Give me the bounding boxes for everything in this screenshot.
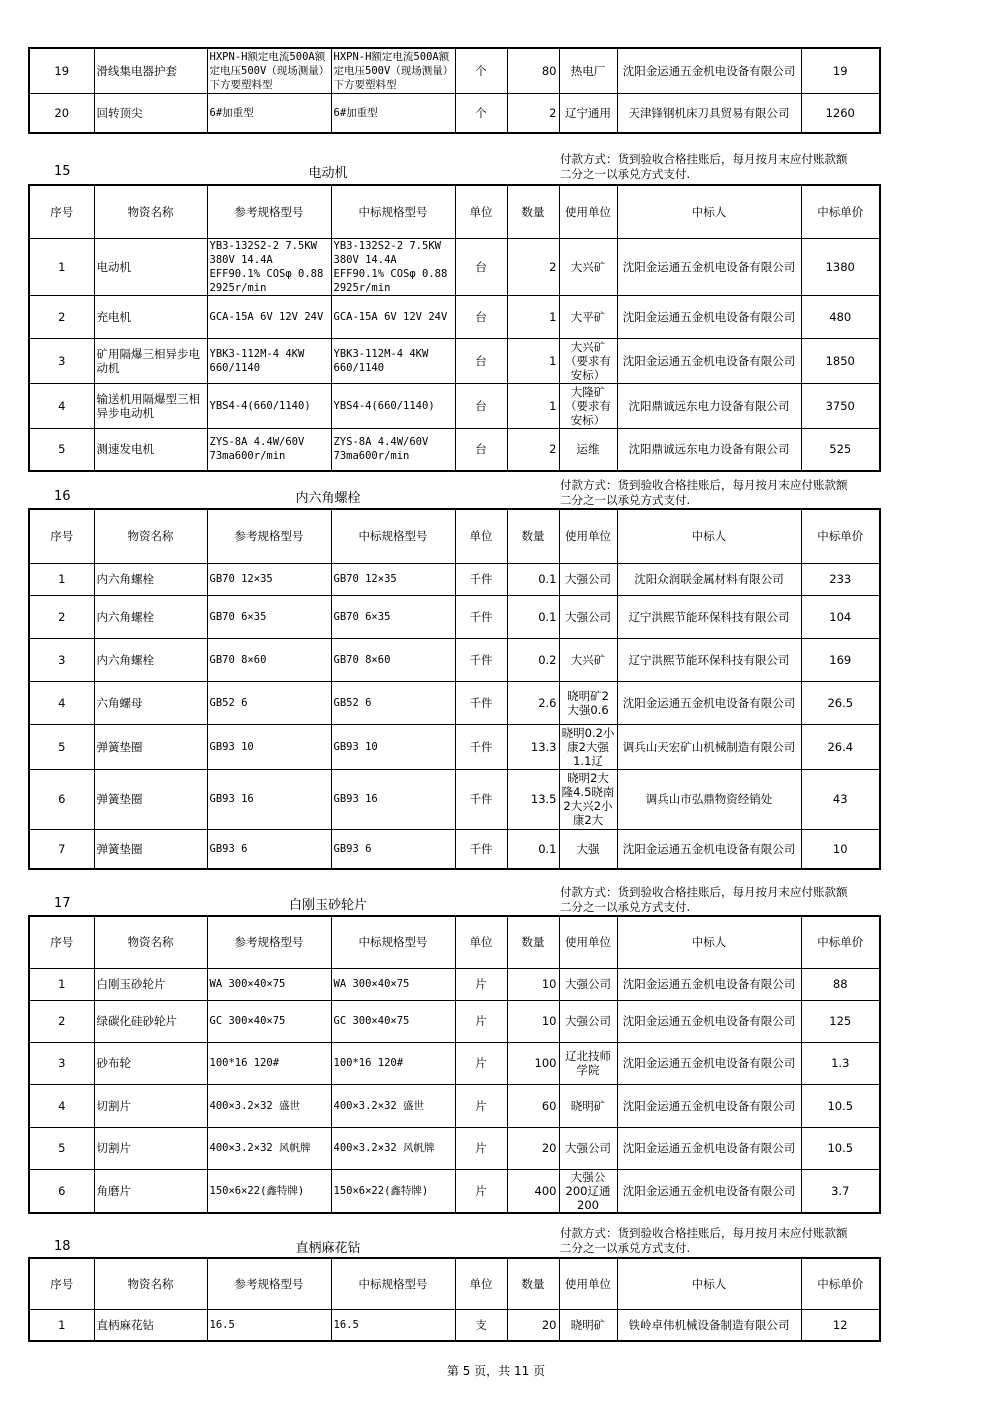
continued-table bbox=[28, 47, 881, 134]
unit-price: 525 bbox=[801, 428, 880, 471]
payment-terms-line1: 付款方式：货到验收合格挂账后，每月按月末应付账款额 bbox=[560, 478, 848, 492]
quantity: 10 bbox=[507, 968, 559, 1000]
using-unit: 辽宁通用 bbox=[559, 93, 617, 133]
column-header-user: 使用单位 bbox=[559, 509, 617, 563]
material-name: 弹簧垫圈 bbox=[94, 769, 207, 829]
column-header-spec: 中标规格型号 bbox=[331, 185, 455, 238]
row-number: 2 bbox=[29, 595, 94, 638]
winning-spec: GB93 6 bbox=[331, 829, 455, 869]
table-row bbox=[29, 1084, 880, 1127]
payment-terms-line2: 二分之一以承兑方式支付. bbox=[560, 1241, 691, 1255]
material-name: 充电机 bbox=[94, 295, 207, 338]
unit: 千件 bbox=[455, 638, 507, 681]
unit-price: 125 bbox=[801, 1000, 880, 1042]
reference-spec: YB3-132S2-2 7.5KW 380V 14.4A EFF90.1% COSφ 0.88 2925r/min bbox=[207, 238, 331, 295]
row-number: 6 bbox=[29, 1169, 94, 1213]
quantity: 60 bbox=[507, 1084, 559, 1127]
winning-spec: GB70 12×35 bbox=[331, 563, 455, 595]
table-row bbox=[29, 383, 880, 428]
unit: 片 bbox=[455, 1169, 507, 1213]
quantity: 0.2 bbox=[507, 638, 559, 681]
row-number: 4 bbox=[29, 681, 94, 724]
unit: 千件 bbox=[455, 563, 507, 595]
material-name: 内六角螺栓 bbox=[94, 638, 207, 681]
row-number: 1 bbox=[29, 968, 94, 1000]
unit-price: 43 bbox=[801, 769, 880, 829]
material-name: 砂布轮 bbox=[94, 1042, 207, 1084]
table-row bbox=[29, 1000, 880, 1042]
table-row bbox=[29, 1127, 880, 1169]
payment-terms-line2: 二分之一以承兑方式支付. bbox=[560, 493, 691, 507]
using-unit: 晓明0.2小康2大强1.1辽 bbox=[559, 724, 617, 769]
unit-price: 1850 bbox=[801, 338, 880, 383]
winning-bidder: 调兵山天宏矿山机械制造有限公司 bbox=[617, 724, 801, 769]
unit-price: 169 bbox=[801, 638, 880, 681]
winning-spec: WA 300×40×75 bbox=[331, 968, 455, 1000]
quantity: 1 bbox=[507, 338, 559, 383]
column-header-name: 物资名称 bbox=[94, 509, 207, 563]
unit-price: 233 bbox=[801, 563, 880, 595]
unit: 片 bbox=[455, 1042, 507, 1084]
column-header-unit: 单位 bbox=[455, 1258, 507, 1309]
column-header-unit: 单位 bbox=[455, 509, 507, 563]
unit-price: 26.5 bbox=[801, 681, 880, 724]
winning-spec: GB93 16 bbox=[331, 769, 455, 829]
using-unit: 晓明2大隆4.5晓南2大兴2小康2大 bbox=[559, 769, 617, 829]
table-row bbox=[29, 93, 880, 133]
column-header-qty: 数量 bbox=[507, 509, 559, 563]
unit-price: 104 bbox=[801, 595, 880, 638]
table-row bbox=[29, 1169, 880, 1213]
quantity: 80 bbox=[507, 48, 559, 93]
winning-bidder: 铁岭卓伟机械设备制造有限公司 bbox=[617, 1309, 801, 1341]
row-number: 5 bbox=[29, 1127, 94, 1169]
unit-price: 3.7 bbox=[801, 1169, 880, 1213]
reference-spec: 16.5 bbox=[207, 1309, 331, 1341]
using-unit: 大兴矿 bbox=[559, 238, 617, 295]
material-name: 滑线集电器护套 bbox=[94, 48, 207, 93]
column-header-user: 使用单位 bbox=[559, 916, 617, 968]
quantity: 20 bbox=[507, 1127, 559, 1169]
reference-spec: 6#加重型 bbox=[207, 93, 331, 133]
using-unit: 晓明矿 bbox=[559, 1309, 617, 1341]
reference-spec: GB93 10 bbox=[207, 724, 331, 769]
winning-spec: ZYS-8A 4.4W/60V 73ma600r/min bbox=[331, 428, 455, 471]
material-name: 白刚玉砂轮片 bbox=[94, 968, 207, 1000]
unit: 片 bbox=[455, 1000, 507, 1042]
reference-spec: GC 300×40×75 bbox=[207, 1000, 331, 1042]
using-unit: 晓明矿 bbox=[559, 1084, 617, 1127]
winning-bidder: 沈阳金运通五金机电设备有限公司 bbox=[617, 1042, 801, 1084]
quantity: 400 bbox=[507, 1169, 559, 1213]
quantity: 2 bbox=[507, 428, 559, 471]
material-name: 内六角螺栓 bbox=[94, 595, 207, 638]
unit: 台 bbox=[455, 428, 507, 471]
table-row bbox=[29, 724, 880, 769]
column-header-price: 中标单价 bbox=[801, 1258, 880, 1309]
winning-spec: YB3-132S2-2 7.5KW 380V 14.4A EFF90.1% COSφ 0.88 2925r/min bbox=[331, 238, 455, 295]
column-header-spec: 中标规格型号 bbox=[331, 916, 455, 968]
row-number: 3 bbox=[29, 1042, 94, 1084]
column-header-spec: 中标规格型号 bbox=[331, 1258, 455, 1309]
table-row bbox=[29, 681, 880, 724]
row-number: 2 bbox=[29, 295, 94, 338]
unit: 片 bbox=[455, 1127, 507, 1169]
winning-bidder: 沈阳金运通五金机电设备有限公司 bbox=[617, 1000, 801, 1042]
winning-spec: GCA-15A 6V 12V 24V bbox=[331, 295, 455, 338]
winning-bidder: 沈阳金运通五金机电设备有限公司 bbox=[617, 338, 801, 383]
reference-spec: HXPN-H额定电流500A额定电压500V（现场测量）下方要塑料型 bbox=[207, 48, 331, 93]
winning-spec: GB52 6 bbox=[331, 681, 455, 724]
column-header-qty: 数量 bbox=[507, 185, 559, 238]
section-heading bbox=[28, 160, 558, 182]
page-footer: 第 5 页，共 11 页 bbox=[446, 1364, 546, 1378]
section-number: 17 bbox=[54, 896, 71, 911]
material-name: 测速发电机 bbox=[94, 428, 207, 471]
winning-spec: GB70 8×60 bbox=[331, 638, 455, 681]
quantity: 1 bbox=[507, 295, 559, 338]
unit-price: 19 bbox=[801, 48, 880, 93]
row-number: 20 bbox=[29, 93, 94, 133]
winning-spec: GB93 10 bbox=[331, 724, 455, 769]
section-title: 内六角螺栓 bbox=[295, 491, 361, 506]
winning-spec: 400×3.2×32 盛世 bbox=[331, 1084, 455, 1127]
row-number: 1 bbox=[29, 1309, 94, 1341]
column-header-price: 中标单价 bbox=[801, 916, 880, 968]
row-number: 5 bbox=[29, 724, 94, 769]
row-number: 6 bbox=[29, 769, 94, 829]
column-header-name: 物资名称 bbox=[94, 1258, 207, 1309]
unit: 千件 bbox=[455, 681, 507, 724]
winning-spec: 100*16 120# bbox=[331, 1042, 455, 1084]
winning-bidder: 辽宁洪熙节能环保科技有限公司 bbox=[617, 595, 801, 638]
section-title: 电动机 bbox=[308, 166, 348, 181]
column-header-winner: 中标人 bbox=[617, 916, 801, 968]
column-header-ref: 参考规格型号 bbox=[207, 1258, 331, 1309]
using-unit: 大强 bbox=[559, 829, 617, 869]
winning-spec: GB70 6×35 bbox=[331, 595, 455, 638]
quantity: 10 bbox=[507, 1000, 559, 1042]
header-row bbox=[29, 185, 880, 238]
unit-price: 1260 bbox=[801, 93, 880, 133]
row-number: 4 bbox=[29, 1084, 94, 1127]
procurement-table bbox=[28, 184, 881, 472]
table-row bbox=[29, 1042, 880, 1084]
row-number: 5 bbox=[29, 428, 94, 471]
procurement-table bbox=[28, 1257, 881, 1342]
unit: 千件 bbox=[455, 724, 507, 769]
winning-spec: 400×3.2×32 风帆牌 bbox=[331, 1127, 455, 1169]
quantity: 2.6 bbox=[507, 681, 559, 724]
material-name: 弹簧垫圈 bbox=[94, 724, 207, 769]
section-number: 15 bbox=[54, 164, 71, 179]
reference-spec: 150×6×22(鑫特牌) bbox=[207, 1169, 331, 1213]
header-row bbox=[29, 1258, 880, 1309]
payment-terms bbox=[560, 885, 880, 915]
header-row bbox=[29, 916, 880, 968]
using-unit: 大隆矿（要求有安标） bbox=[559, 383, 617, 428]
reference-spec: GB70 6×35 bbox=[207, 595, 331, 638]
winning-bidder: 沈阳金运通五金机电设备有限公司 bbox=[617, 295, 801, 338]
row-number: 3 bbox=[29, 338, 94, 383]
reference-spec: GB93 6 bbox=[207, 829, 331, 869]
winning-spec: 6#加重型 bbox=[331, 93, 455, 133]
using-unit: 大强公200辽通200 bbox=[559, 1169, 617, 1213]
quantity: 20 bbox=[507, 1309, 559, 1341]
using-unit: 运维 bbox=[559, 428, 617, 471]
payment-terms bbox=[560, 478, 880, 508]
unit: 台 bbox=[455, 338, 507, 383]
unit: 台 bbox=[455, 238, 507, 295]
unit-price: 12 bbox=[801, 1309, 880, 1341]
column-header-ref: 参考规格型号 bbox=[207, 916, 331, 968]
using-unit: 大兴矿 bbox=[559, 638, 617, 681]
winning-bidder: 沈阳金运通五金机电设备有限公司 bbox=[617, 1084, 801, 1127]
material-name: 回转顶尖 bbox=[94, 93, 207, 133]
column-header-no: 序号 bbox=[29, 916, 94, 968]
table-row bbox=[29, 829, 880, 869]
winning-bidder: 辽宁洪熙节能环保科技有限公司 bbox=[617, 638, 801, 681]
payment-terms-line1: 付款方式：货到验收合格挂账后，每月按月末应付账款额 bbox=[560, 885, 848, 899]
table-row bbox=[29, 968, 880, 1000]
material-name: 弹簧垫圈 bbox=[94, 829, 207, 869]
material-name: 内六角螺栓 bbox=[94, 563, 207, 595]
reference-spec: YBK3-112M-4 4KW 660/1140 bbox=[207, 338, 331, 383]
column-header-unit: 单位 bbox=[455, 185, 507, 238]
payment-terms bbox=[560, 152, 880, 182]
section-title: 直柄麻花钻 bbox=[295, 1241, 361, 1256]
column-header-no: 序号 bbox=[29, 185, 94, 238]
reference-spec: GB70 8×60 bbox=[207, 638, 331, 681]
row-number: 2 bbox=[29, 1000, 94, 1042]
quantity: 13.5 bbox=[507, 769, 559, 829]
column-header-winner: 中标人 bbox=[617, 185, 801, 238]
reference-spec: GB52 6 bbox=[207, 681, 331, 724]
unit: 台 bbox=[455, 383, 507, 428]
column-header-qty: 数量 bbox=[507, 916, 559, 968]
reference-spec: 400×3.2×32 风帆牌 bbox=[207, 1127, 331, 1169]
reference-spec: ZYS-8A 4.4W/60V 73ma600r/min bbox=[207, 428, 331, 471]
column-header-qty: 数量 bbox=[507, 1258, 559, 1309]
table-row bbox=[29, 428, 880, 471]
column-header-ref: 参考规格型号 bbox=[207, 185, 331, 238]
winning-bidder: 沈阳金运通五金机电设备有限公司 bbox=[617, 1169, 801, 1213]
procurement-table bbox=[28, 508, 881, 870]
table-row bbox=[29, 238, 880, 295]
column-header-winner: 中标人 bbox=[617, 1258, 801, 1309]
unit: 个 bbox=[455, 93, 507, 133]
table-row bbox=[29, 595, 880, 638]
column-header-winner: 中标人 bbox=[617, 509, 801, 563]
winning-spec: HXPN-H额定电流500A额定电压500V（现场测量）下方要塑料型 bbox=[331, 48, 455, 93]
column-header-price: 中标单价 bbox=[801, 185, 880, 238]
winning-bidder: 沈阳金运通五金机电设备有限公司 bbox=[617, 829, 801, 869]
section-heading bbox=[28, 485, 558, 507]
material-name: 绿碳化硅砂轮片 bbox=[94, 1000, 207, 1042]
winning-spec: GC 300×40×75 bbox=[331, 1000, 455, 1042]
winning-bidder: 沈阳金运通五金机电设备有限公司 bbox=[617, 238, 801, 295]
payment-terms-line1: 付款方式：货到验收合格挂账后，每月按月末应付账款额 bbox=[560, 1226, 848, 1240]
unit-price: 480 bbox=[801, 295, 880, 338]
reference-spec: GCA-15A 6V 12V 24V bbox=[207, 295, 331, 338]
column-header-spec: 中标规格型号 bbox=[331, 509, 455, 563]
payment-terms-line1: 付款方式：货到验收合格挂账后，每月按月末应付账款额 bbox=[560, 152, 848, 166]
header-row bbox=[29, 509, 880, 563]
row-number: 1 bbox=[29, 238, 94, 295]
winning-spec: YBK3-112M-4 4KW 660/1140 bbox=[331, 338, 455, 383]
unit: 个 bbox=[455, 48, 507, 93]
unit: 千件 bbox=[455, 595, 507, 638]
quantity: 1 bbox=[507, 383, 559, 428]
table-row bbox=[29, 48, 880, 93]
unit: 支 bbox=[455, 1309, 507, 1341]
column-header-user: 使用单位 bbox=[559, 185, 617, 238]
winning-bidder: 沈阳众润联金属材料有限公司 bbox=[617, 563, 801, 595]
using-unit: 大强公司 bbox=[559, 968, 617, 1000]
unit-price: 26.4 bbox=[801, 724, 880, 769]
reference-spec: WA 300×40×75 bbox=[207, 968, 331, 1000]
unit-price: 88 bbox=[801, 968, 880, 1000]
quantity: 0.1 bbox=[507, 595, 559, 638]
section-heading bbox=[28, 1235, 558, 1257]
using-unit: 大强公司 bbox=[559, 563, 617, 595]
winning-bidder: 天津锋钢机床刀具贸易有限公司 bbox=[617, 93, 801, 133]
reference-spec: GB93 16 bbox=[207, 769, 331, 829]
quantity: 13.3 bbox=[507, 724, 559, 769]
material-name: 切割片 bbox=[94, 1084, 207, 1127]
column-header-name: 物资名称 bbox=[94, 185, 207, 238]
using-unit: 热电厂 bbox=[559, 48, 617, 93]
reference-spec: 100*16 120# bbox=[207, 1042, 331, 1084]
using-unit: 晓明矿2大强0.6 bbox=[559, 681, 617, 724]
winning-bidder: 调兵山市弘鼎物资经销处 bbox=[617, 769, 801, 829]
material-name: 切割片 bbox=[94, 1127, 207, 1169]
row-number: 7 bbox=[29, 829, 94, 869]
material-name: 六角螺母 bbox=[94, 681, 207, 724]
using-unit: 大强公司 bbox=[559, 595, 617, 638]
winning-spec: 16.5 bbox=[331, 1309, 455, 1341]
table-row bbox=[29, 1309, 880, 1341]
unit: 千件 bbox=[455, 829, 507, 869]
row-number: 3 bbox=[29, 638, 94, 681]
column-header-name: 物资名称 bbox=[94, 916, 207, 968]
table-row bbox=[29, 563, 880, 595]
using-unit: 大兴矿（要求有安标） bbox=[559, 338, 617, 383]
winning-bidder: 沈阳金运通五金机电设备有限公司 bbox=[617, 681, 801, 724]
unit: 台 bbox=[455, 295, 507, 338]
using-unit: 大平矿 bbox=[559, 295, 617, 338]
unit-price: 1.3 bbox=[801, 1042, 880, 1084]
table-row bbox=[29, 769, 880, 829]
procurement-table bbox=[28, 915, 881, 1214]
column-header-price: 中标单价 bbox=[801, 509, 880, 563]
unit: 千件 bbox=[455, 769, 507, 829]
material-name: 直柄麻花钻 bbox=[94, 1309, 207, 1341]
unit-price: 10.5 bbox=[801, 1127, 880, 1169]
column-header-no: 序号 bbox=[29, 1258, 94, 1309]
row-number: 19 bbox=[29, 48, 94, 93]
unit: 片 bbox=[455, 1084, 507, 1127]
row-number: 4 bbox=[29, 383, 94, 428]
winning-spec: 150×6×22(鑫特牌) bbox=[331, 1169, 455, 1213]
unit-price: 10.5 bbox=[801, 1084, 880, 1127]
unit-price: 1380 bbox=[801, 238, 880, 295]
material-name: 角磨片 bbox=[94, 1169, 207, 1213]
using-unit: 大强公司 bbox=[559, 1127, 617, 1169]
winning-bidder: 沈阳鼎诚远东电力设备有限公司 bbox=[617, 383, 801, 428]
payment-terms-line2: 二分之一以承兑方式支付. bbox=[560, 167, 691, 181]
winning-bidder: 沈阳金运通五金机电设备有限公司 bbox=[617, 968, 801, 1000]
material-name: 电动机 bbox=[94, 238, 207, 295]
section-number: 16 bbox=[54, 489, 71, 504]
using-unit: 辽北技师学院 bbox=[559, 1042, 617, 1084]
quantity: 0.1 bbox=[507, 829, 559, 869]
reference-spec: YBS4-4(660/1140) bbox=[207, 383, 331, 428]
quantity: 2 bbox=[507, 93, 559, 133]
row-number: 1 bbox=[29, 563, 94, 595]
table-row bbox=[29, 295, 880, 338]
quantity: 2 bbox=[507, 238, 559, 295]
section-heading bbox=[28, 892, 558, 914]
column-header-ref: 参考规格型号 bbox=[207, 509, 331, 563]
column-header-unit: 单位 bbox=[455, 916, 507, 968]
using-unit: 大强公司 bbox=[559, 1000, 617, 1042]
payment-terms-line2: 二分之一以承兑方式支付. bbox=[560, 900, 691, 914]
table-row bbox=[29, 338, 880, 383]
winning-spec: YBS4-4(660/1140) bbox=[331, 383, 455, 428]
payment-terms bbox=[560, 1226, 880, 1256]
winning-bidder: 沈阳金运通五金机电设备有限公司 bbox=[617, 1127, 801, 1169]
material-name: 矿用隔爆三相异步电动机 bbox=[94, 338, 207, 383]
column-header-no: 序号 bbox=[29, 509, 94, 563]
quantity: 100 bbox=[507, 1042, 559, 1084]
section-title: 白刚玉砂轮片 bbox=[288, 898, 367, 913]
winning-bidder: 沈阳鼎诚远东电力设备有限公司 bbox=[617, 428, 801, 471]
unit: 片 bbox=[455, 968, 507, 1000]
unit-price: 3750 bbox=[801, 383, 880, 428]
unit-price: 10 bbox=[801, 829, 880, 869]
section-number: 18 bbox=[54, 1239, 71, 1254]
quantity: 0.1 bbox=[507, 563, 559, 595]
reference-spec: GB70 12×35 bbox=[207, 563, 331, 595]
column-header-user: 使用单位 bbox=[559, 1258, 617, 1309]
material-name: 输送机用隔爆型三相异步电动机 bbox=[94, 383, 207, 428]
reference-spec: 400×3.2×32 盛世 bbox=[207, 1084, 331, 1127]
winning-bidder: 沈阳金运通五金机电设备有限公司 bbox=[617, 48, 801, 93]
table-row bbox=[29, 638, 880, 681]
